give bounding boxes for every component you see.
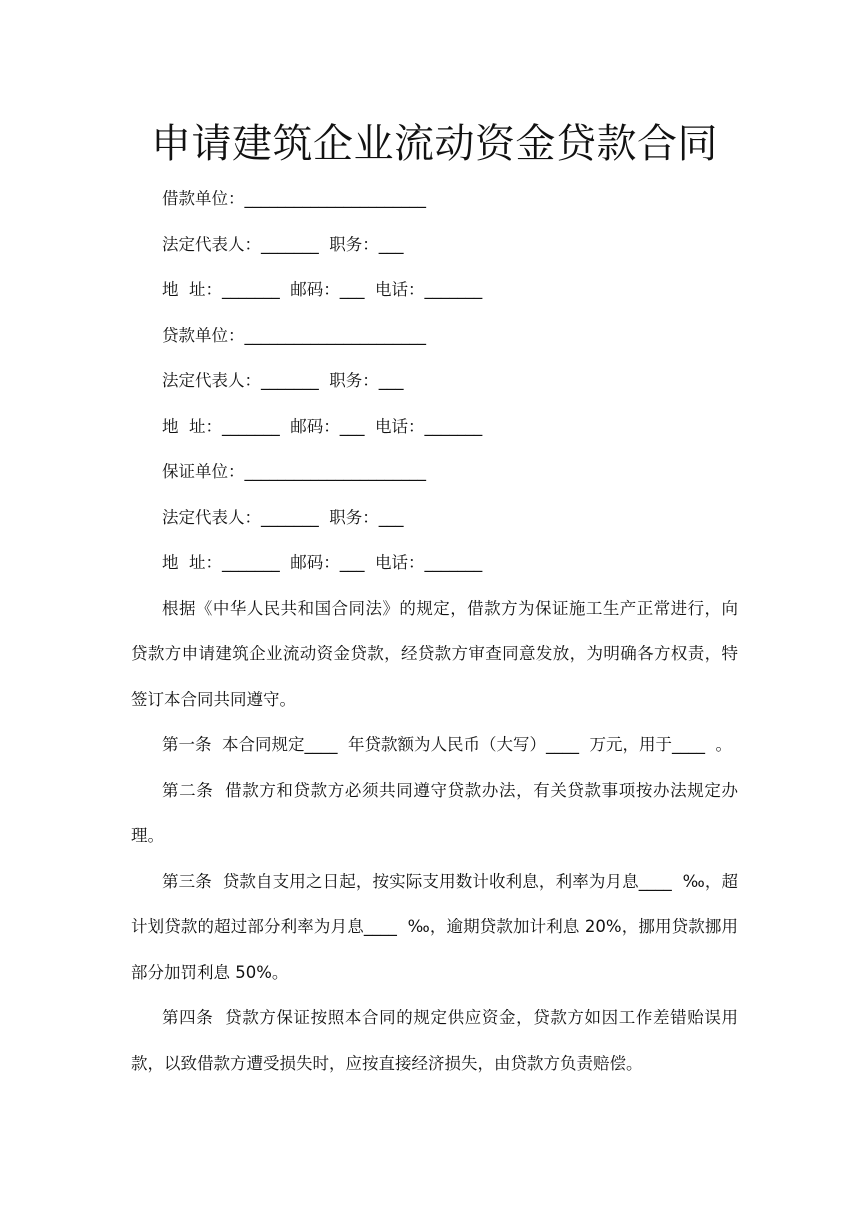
article-3-paragraph: 第三条 贷款自支用之日起，按实际支用数计收利息，利率为月息____ ‰，超计划贷款的超过部分利率为月息____ ‰，逾期贷款加计利息 20%，挪用贷款挪用部分加罚利息 50%。 bbox=[131, 871, 738, 982]
article-1-paragraph: 第一条 本合同规定____ 年贷款额为人民币（大写）____ 万元，用于____ 。 bbox=[162, 735, 732, 754]
contract-body bbox=[131, 586, 738, 1087]
article-4-paragraph: 第四条 贷款方保证按照本合同的规定供应资金，贷款方如因工作差错贻误用款，以致借款方遭受损失时，应按直接经济损失，由贷款方负责赔偿。 bbox=[131, 1008, 738, 1073]
guarantor-representative-line: 法定代表人：_______ 职务：___ bbox=[162, 507, 404, 527]
parties-section bbox=[131, 176, 738, 586]
lender-unit-line: 贷款单位：______________________ bbox=[162, 325, 426, 345]
lender-representative-line: 法定代表人：_______ 职务：___ bbox=[162, 371, 404, 390]
preamble-paragraph: 根据《中华人民共和国合同法》的规定，借款方为保证施工生产正常进行，向贷款方申请建筑企业流动资金贷款，经贷款方审查同意发放，为明确各方权责，特签订本合同共同遵守。 bbox=[131, 598, 738, 709]
article-2-paragraph: 第二条 借款方和贷款方必须共同遵守贷款办法，有关贷款事项按办法规定办理。 bbox=[131, 780, 738, 845]
borrower-representative-line: 法定代表人：_______ 职务：___ bbox=[162, 234, 404, 254]
borrower-address-line: 地 址：_______ 邮码：___ 电话：_______ bbox=[162, 280, 483, 299]
guarantor-unit-line: 保证单位：______________________ bbox=[162, 462, 426, 481]
document-title: 申请建筑企业流动资金贷款合同 bbox=[151, 121, 718, 167]
guarantor-address-line: 地 址：_______ 邮码：___ 电话：_______ bbox=[162, 553, 483, 572]
borrower-unit-line: 借款单位：______________________ bbox=[162, 189, 426, 208]
lender-address-line: 地 址：_______ 邮码：___ 电话：_______ bbox=[162, 416, 483, 436]
